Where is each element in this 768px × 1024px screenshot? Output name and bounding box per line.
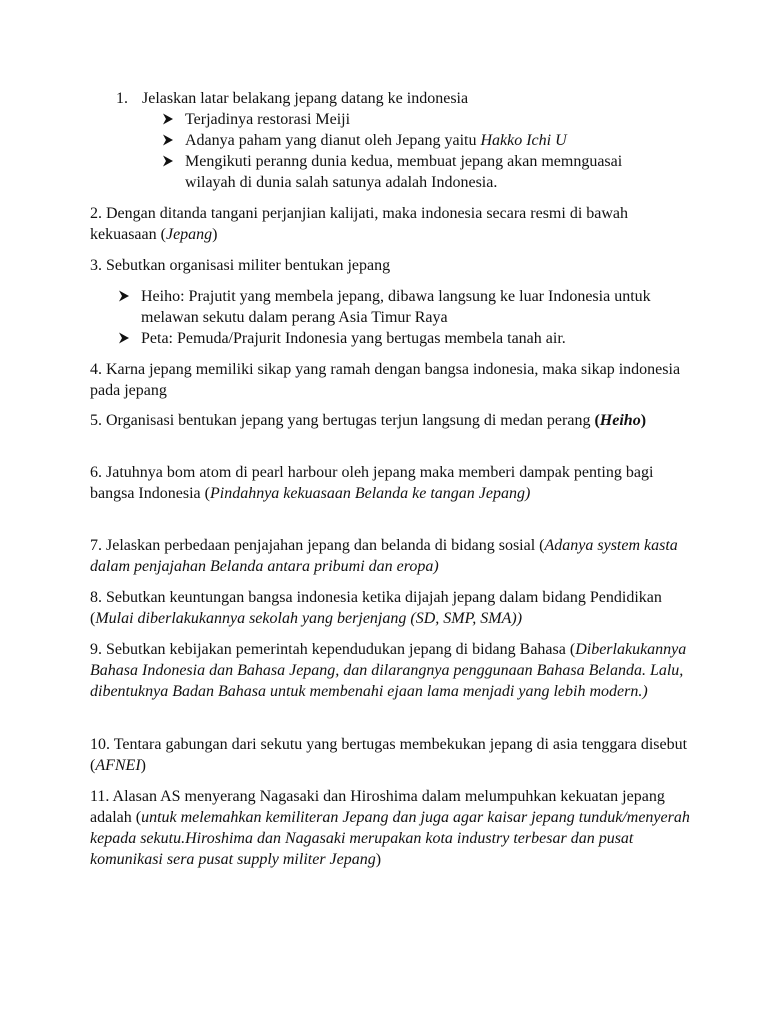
question-8-text: 8. Sebutkan keuntungan bangsa indonesia ketika dijajah jepang dalam bidang Pendidikan ( bbox=[90, 589, 662, 627]
arrow-bullet-icon bbox=[162, 155, 174, 167]
question-5-answer-open: ( bbox=[594, 412, 600, 429]
question-10-close: ) bbox=[140, 757, 146, 774]
question-10 bbox=[90, 734, 690, 776]
list-item-text: Terjadinya restorasi Meiji bbox=[185, 111, 351, 128]
question-5-answer-close: ) bbox=[640, 412, 647, 429]
question-3-answer-list bbox=[114, 286, 690, 349]
question-4 bbox=[90, 359, 690, 401]
arrow-bullet-icon bbox=[118, 290, 130, 302]
question-3 bbox=[90, 255, 690, 276]
question-6-answer: Pindahnya kekuasaan Belanda ke tangan Jepang) bbox=[209, 485, 531, 502]
question-11-answer: untuk melemahkan kemiliteran Jepang dan juga agar kaisar jepang tunduk/menyerah kepada sekutu.Hiroshima dan Nagasaki merupakan kota industry terbesar dan pusat komunikasi sera pusat supply militer Jepang bbox=[90, 809, 690, 868]
question-1-text: Jelaskan latar belakang jepang datang ke indonesia bbox=[142, 90, 469, 107]
question-5-answer: Heiho bbox=[599, 412, 641, 429]
list-item bbox=[158, 109, 658, 130]
question-9-text: 9. Sebutkan kebijakan pemerintah kependudukan jepang di bidang Bahasa ( bbox=[90, 641, 576, 658]
question-6 bbox=[90, 462, 690, 504]
list-item bbox=[114, 328, 690, 349]
question-11-close: ) bbox=[375, 851, 382, 868]
question-2 bbox=[90, 203, 690, 245]
question-6-text: 6. Jatuhnya bom atom di pearl harbour oleh jepang maka memberi dampak penting bagi bangsa Indonesia ( bbox=[90, 464, 654, 502]
list-item-text: Heiho: Prajutit yang membela jepang, dibawa langsung ke luar Indonesia untuk melawan sekutu dalam perang Asia Timur Raya bbox=[141, 288, 651, 326]
question-8 bbox=[90, 587, 690, 629]
question-7-answer: Adanya system kasta dalam penjajahan Belanda antara pribumi dan eropa) bbox=[90, 537, 678, 575]
question-10-text: 10. Tentara gabungan dari sekutu yang bertugas membekukan jepang di asia tenggara disebut ( bbox=[90, 736, 688, 774]
question-10-answer: AFNEI bbox=[95, 757, 141, 774]
arrow-bullet-icon bbox=[162, 113, 174, 125]
question-5-text: 5. Organisasi bentukan jepang yang bertugas terjun langsung di medan perang bbox=[90, 412, 595, 429]
list-item-italic-text: Hakko Ichi U bbox=[480, 132, 567, 149]
list-item bbox=[158, 151, 658, 193]
question-1-number: 1. bbox=[116, 90, 128, 107]
question-1-answer-list bbox=[158, 109, 658, 193]
question-8-answer: Mulai diberlakukannya sekolah yang berjenjang (SD, SMP, SMA)) bbox=[95, 610, 523, 627]
question-4-text: 4. Karna jepang memiliki sikap yang ramah dengan bangsa indonesia, maka sikap indonesia pada jepang bbox=[90, 361, 681, 399]
question-2-close: ) bbox=[212, 226, 218, 243]
arrow-bullet-icon bbox=[118, 332, 130, 344]
question-9-answer: Diberlakukannya Bahasa Indonesia dan Bahasa Jepang, dan dilarangnya penggunaan Bahasa Belanda. Lalu, dibentuknya Badan Bahasa untuk membenahi ejaan lama menjadi yang lebih modern.) bbox=[90, 641, 687, 700]
list-item-text: Peta: Pemuda/Prajurit Indonesia yang bertugas membela tanah air. bbox=[141, 330, 566, 347]
question-2-text: 2. Dengan ditanda tangani perjanjian kalijati, maka indonesia secara resmi di bawah kekuasaan ( bbox=[90, 205, 629, 243]
list-item bbox=[158, 130, 658, 151]
question-11-text: 11. Alasan AS menyerang Nagasaki dan Hiroshima dalam melumpuhkan kekuatan jepang adalah ( bbox=[90, 788, 665, 826]
question-11 bbox=[90, 786, 690, 870]
question-5 bbox=[90, 410, 690, 431]
question-2-answer: Jepang bbox=[165, 226, 213, 243]
arrow-bullet-icon bbox=[162, 134, 174, 146]
list-item bbox=[114, 286, 690, 328]
question-7-text: 7. Jelaskan perbedaan penjajahan jepang dan belanda di bidang sosial ( bbox=[90, 537, 545, 554]
question-7 bbox=[90, 535, 690, 577]
list-item-text: Mengikuti peranng dunia kedua, membuat jepang akan memnguasai wilayah di dunia salah satunya adalah Indonesia. bbox=[185, 153, 623, 191]
question-3-text: 3. Sebutkan organisasi militer bentukan jepang bbox=[90, 257, 391, 274]
question-1 bbox=[116, 88, 676, 109]
question-9 bbox=[90, 639, 690, 702]
list-item-text: Adanya paham yang dianut oleh Jepang yaitu bbox=[185, 132, 481, 149]
